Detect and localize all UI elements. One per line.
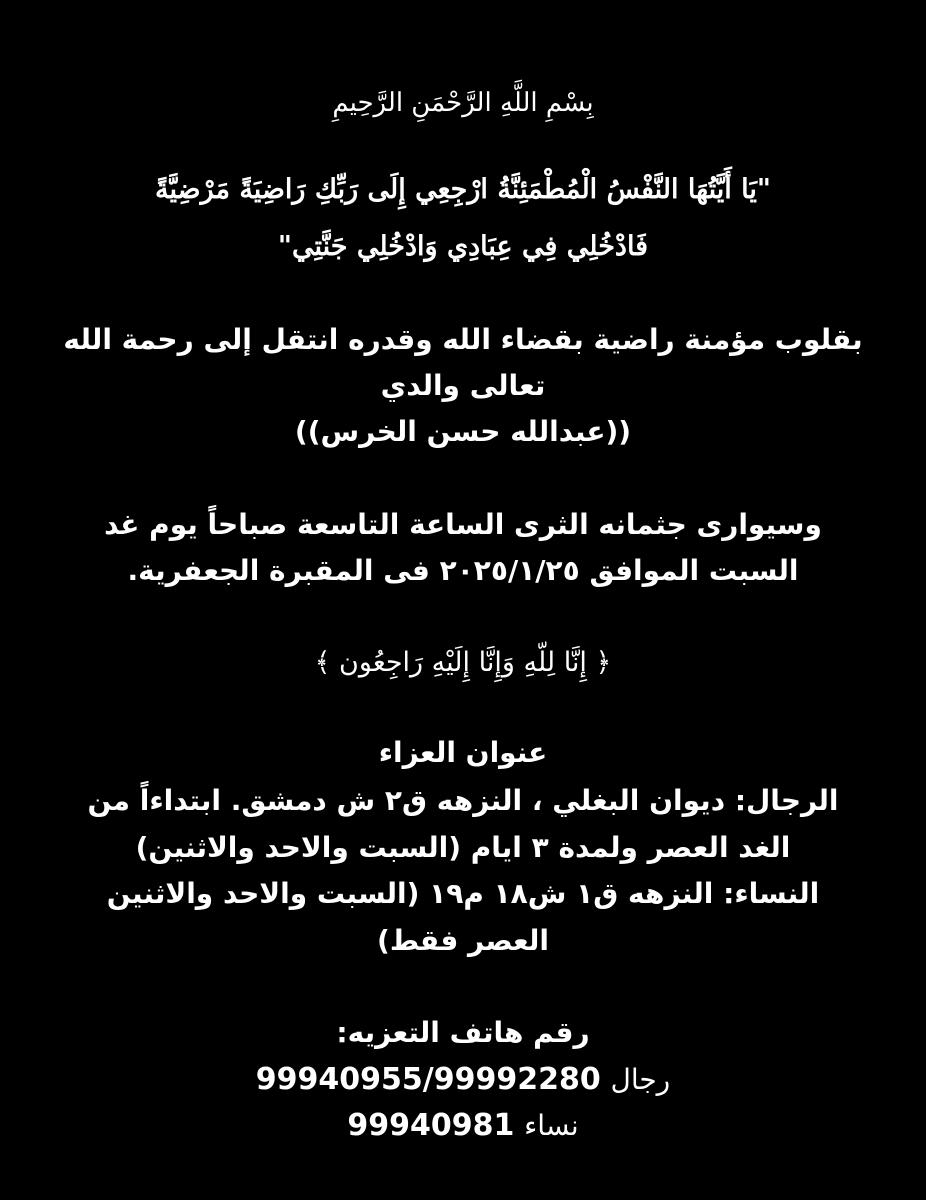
verse-line-2: فَادْخُلِي فِي عِبَادِي وَادْخُلِي جَنَّتِي"	[277, 231, 649, 262]
announcement-line-2: تعالى والدي	[380, 369, 546, 402]
burial-line-1: وسيوارى جثمانه الثرى الساعة التاسعة صباحاً يوم غد	[104, 508, 822, 541]
phones-title: رقم هاتف التعزيه:	[336, 1016, 590, 1049]
men-condolence-line-1: الرجال: ديوان البغلي ، النزهه ق٢ ش دمشق. ابتداءاً من	[87, 784, 839, 817]
verse-line-1: "يَا أَيَّتُهَا النَّفْسُ الْمُطْمَئِنَّةُ ارْجِعِي إِلَى رَبِّكِ رَاضِيَةً مَرْضِيَّةً	[155, 174, 771, 205]
quran-phrase: ﴿ إِنَّا لِلّهِ وَإِنَّا إِلَيْهِ رَاجِعُون ﴾	[314, 647, 612, 678]
women-phone-row	[20, 1106, 906, 1146]
bismillah-heading: بِسْمِ اللَّهِ الرَّحْمَنِ الرَّحِيمِ	[332, 88, 594, 118]
men-phone-number: 99940955/99992280	[255, 1062, 601, 1097]
burial-line-2: السبت الموافق ٢٠٢٥/١/٢٥ فى المقبرة الجعفرية.	[127, 554, 799, 587]
women-condolence-line-2: العصر فقط)	[377, 924, 549, 957]
men-phone-row	[20, 1060, 906, 1100]
deceased-name: ((عبدالله حسن الخرس))	[294, 415, 632, 448]
men-condolence-line-2: الغد العصر ولمدة ٣ ايام (السبت والاحد والاثنين)	[135, 831, 791, 864]
condolence-title: عنوان العزاء	[378, 736, 548, 769]
women-phone-number: 99940981	[347, 1108, 515, 1143]
women-condolence-line-1: النساء: النزهه ق١ ش١٨ م١٩ (السبت والاحد والاثنين	[106, 877, 820, 910]
men-phone-label: رجال	[610, 1063, 671, 1096]
women-phone-label: نساء	[524, 1109, 579, 1142]
announcement-line-1: بقلوب مؤمنة راضية بقضاء الله وقدره انتقل إلى رحمة الله	[63, 323, 863, 356]
